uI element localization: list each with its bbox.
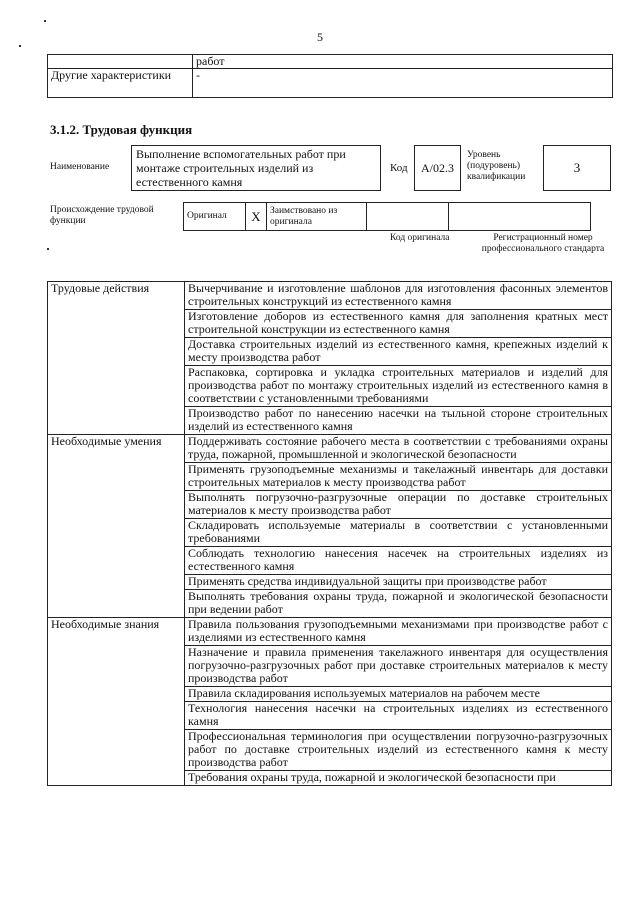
table-cell: Выполнять погрузочно-разгрузочные операции по доставке строительных материалов к месту производства работ xyxy=(185,491,612,519)
section-title: 3.1.2. Трудовая функция xyxy=(50,122,193,137)
table-cell: Изготовление доборов из естественного камня для заполнения кратных мест строительной конструкции из естественного камня xyxy=(185,310,612,338)
original-mark: X xyxy=(246,203,267,231)
level-label: Уровень (подуровень) квалификации xyxy=(467,150,526,182)
table-row xyxy=(48,618,612,646)
table-cell: Требования охраны труда, пожарной и экологической безопасности при xyxy=(185,771,612,786)
table-row xyxy=(48,435,612,463)
category-labor-actions: Трудовые действия xyxy=(48,282,185,435)
scan-speck xyxy=(44,20,46,22)
origin-label: Происхождение трудовой функции xyxy=(50,205,154,226)
top-characteristics-table xyxy=(47,54,613,98)
reg-number-caption: Регистрационный номер профессионального стандарта xyxy=(481,233,605,254)
table-cell: Поддерживать состояние рабочего места в соответствии с требованиями охраны труда, пожарной, промышленной и экологической безопасности xyxy=(185,435,612,463)
table-cell: Доставка строительных изделий из естественного камня, крепежных изделий к месту производства работ xyxy=(185,338,612,366)
page-number: 5 xyxy=(317,30,323,44)
table-cell: Производство работ по нанесению насечки на тыльной стороне строительных изделий из естественного камня xyxy=(185,407,612,435)
code-label: Код xyxy=(390,162,408,174)
table-cell: Складировать используемые материалы в соответствии с установленными требованиями xyxy=(185,519,612,547)
table-cell: Вычерчивание и изготовление шаблонов для изготовления фасонных элементов строительных конструкций из естественного камня xyxy=(185,282,612,310)
table-cell: Выполнять требования охраны труда, пожарной и экологической безопасности при ведении работ xyxy=(185,590,612,618)
code-value-box: А/02.3 xyxy=(414,145,461,191)
table-cell: Применять грузоподъемные механизмы и такелажный инвентарь для доставки строительных материалов к месту производства работ xyxy=(185,463,612,491)
table-cell: Технология нанесения насечки на строительных изделиях из естественного камня xyxy=(185,702,612,730)
reg-number-cell xyxy=(449,203,591,231)
code-original-caption: Код оригинала xyxy=(390,233,450,243)
category-knowledge: Необходимые знания xyxy=(48,618,185,786)
borrowed-label: Заимствовано из оригинала xyxy=(267,203,367,231)
top-table-empty-cell xyxy=(48,55,193,69)
other-characteristics-value: - xyxy=(193,69,613,98)
table-cell: Соблюдать технологию нанесения насечек на строительных изделиях из естественного камня xyxy=(185,547,612,575)
top-table-continuation: работ xyxy=(193,55,613,69)
other-characteristics-label: Другие характеристики xyxy=(48,69,193,98)
scan-speck xyxy=(19,45,21,47)
function-name-box: Выполнение вспомогательных работ при монтаже строительных изделий из естественного камня xyxy=(131,145,381,191)
requirements-table xyxy=(47,281,612,786)
table-cell: Распаковка, сортировка и укладка строительных материалов и изделий для производства работ по монтажу строительных изделий из естественного камня в соответствии с установленными требованиями xyxy=(185,366,612,407)
table-cell: Правила складирования используемых материалов на рабочем месте xyxy=(185,687,612,702)
category-skills: Необходимые умения xyxy=(48,435,185,618)
code-original-cell xyxy=(367,203,449,231)
table-cell: Правила пользования грузоподъемными механизмами при производстве работ с изделиями из естественного камня xyxy=(185,618,612,646)
table-cell: Применять средства индивидуальной защиты при производстве работ xyxy=(185,575,612,590)
table-row xyxy=(48,282,612,310)
scan-speck xyxy=(47,248,49,250)
level-value-box: 3 xyxy=(543,145,611,191)
table-cell: Назначение и правила применения такелажного инвентаря для осуществления погрузочно-разгрузочных работ при доставке строительных материалов к месту производства работ xyxy=(185,646,612,687)
name-label: Наименование xyxy=(50,162,110,172)
table-cell: Профессиональная терминология при осуществлении погрузочно-разгрузочных работ по доставке строительных изделий из естественного камня к месту производства работ xyxy=(185,730,612,771)
original-label: Оригинал xyxy=(184,203,246,231)
origin-table xyxy=(183,202,591,231)
